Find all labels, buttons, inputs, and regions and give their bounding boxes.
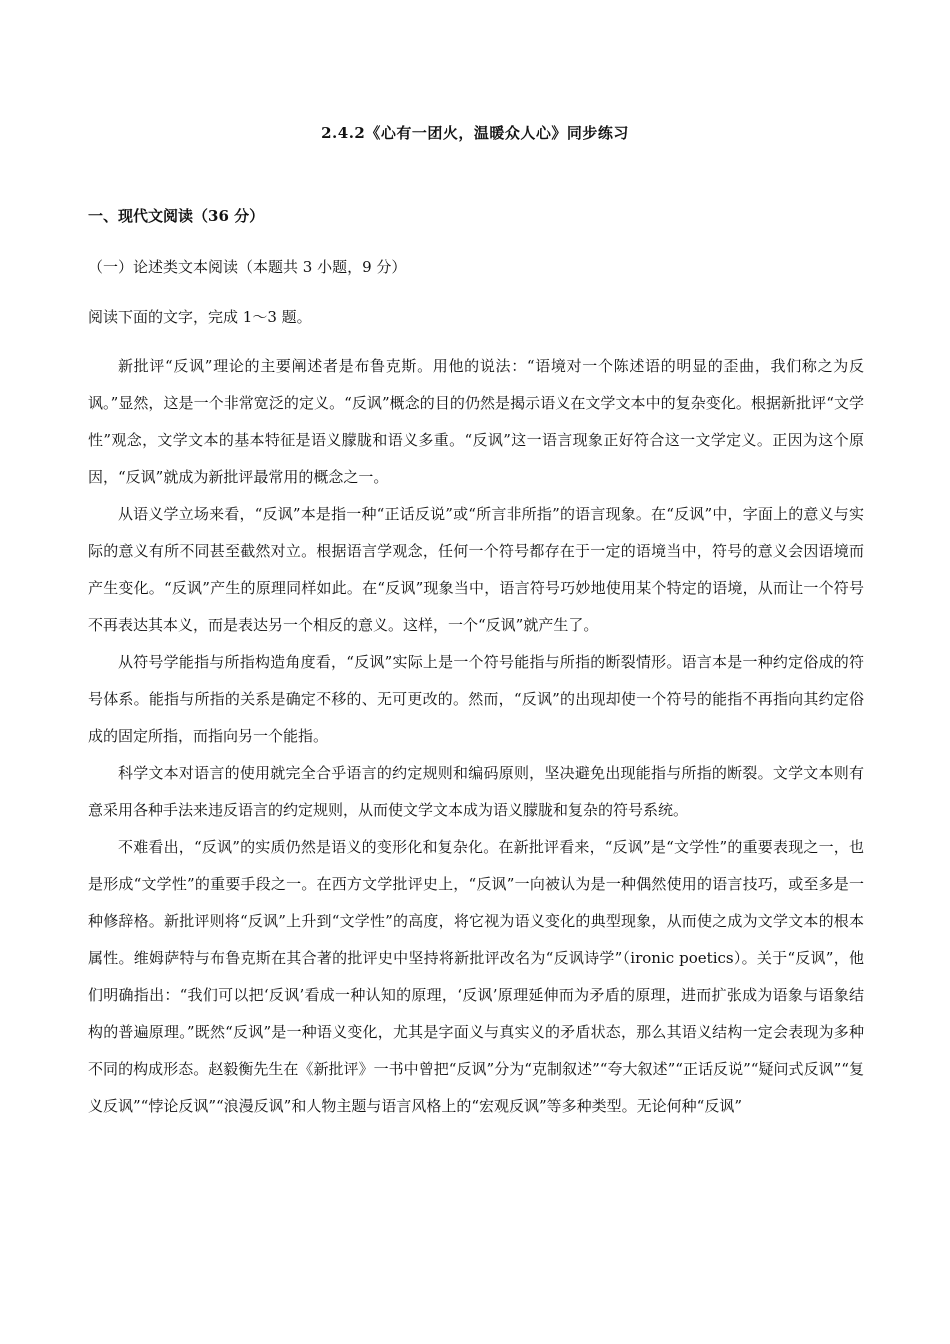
paragraph-2: 从语义学立场来看，“反讽”本是指一种“正话反说”或“所言非所指”的语言现象。在“反讽”中，字面上的意义与实际的意义有所不同甚至截然对立。根据语言学观念，任何一个符号都存在于一定的语境当中，符号的意义会因语境而产生变化。“反讽”产生的原理同样如此。在“反讽”现象当中，语言符号巧妙地使用某个特定的语境，从而让一个符号不再表达其本义，而是表达另一个相反的意义。这样，一个“反讽”就产生了。 [88, 505, 864, 634]
paragraph-1: 新批评“反讽”理论的主要阐述者是布鲁克斯。用他的说法：“语境对一个陈述语的明显的歪曲，我们称之为反讽。”显然，这是一个非常宽泛的定义。“反讽”概念的目的仍然是揭示语义在文学文本中的复杂变化。根据新批评“文学性”观念，文学文本的基本特征是语义朦胧和语义多重。“反讽”这一语言现象正好符合这一文学定义。正因为这个原因，“反讽”就成为新批评最常用的概念之一。 [88, 357, 864, 486]
section-heading: 一、现代文阅读（36 分） [88, 207, 265, 225]
reading-instruction: 阅读下面的文字，完成 1～3 题。 [88, 308, 312, 326]
document-title: 2.4.2《心有一团火，温暖众人心》同步练习 [321, 124, 629, 142]
article-body [88, 348, 864, 1125]
sub-heading: （一）论述类文本阅读（本题共 3 小题，9 分） [88, 258, 407, 276]
paragraph-5: 不难看出，“反讽”的实质仍然是语义的变形化和复杂化。在新批评看来，“反讽”是“文学性”的重要表现之一，也是形成“文学性”的重要手段之一。在西方文学批评史上，“反讽”一向被认为是一种偶然使用的语言技巧，或至多是一种修辞格。新批评则将“反讽”上升到“文学性”的高度，将它视为语义变化的典型现象，从而使之成为文学文本的根本属性。维姆萨特与布鲁克斯在其合著的批评史中坚持将新批评改名为“反讽诗学”（ironic poetics）。关于“反讽”，他们明确指出：“我们可以把‘反讽’看成一种认知的原理，‘反讽’原理延伸而为矛盾的原理，进而扩张成为语象与语象结构的普遍原理。”既然“反讽”是一种语义变化，尤其是字面义与真实义的矛盾状态，那么其语义结构一定会表现为多种不同的构成形态。赵毅衡先生在《新批评》一书中曾把“反讽”分为“克制叙述”“夸大叙述”“正话反说”“疑问式反讽”“复义反讽”“悖论反讽”“浪漫反讽”和人物主题与语言风格上的“宏观反讽”等多种类型。无论何种“反讽” [88, 838, 864, 1115]
paragraph-3: 从符号学能指与所指构造角度看，“反讽”实际上是一个符号能指与所指的断裂情形。语言本是一种约定俗成的符号体系。能指与所指的关系是确定不移的、无可更改的。然而，“反讽”的出现却使一个符号的能指不再指向其约定俗成的固定所指，而指向另一个能指。 [88, 653, 864, 745]
paragraph-4: 科学文本对语言的使用就完全合乎语言的约定规则和编码原则，坚决避免出现能指与所指的断裂。文学文本则有意采用各种手法来违反语言的约定规则，从而使文学文本成为语义朦胧和复杂的符号系统。 [88, 764, 864, 819]
